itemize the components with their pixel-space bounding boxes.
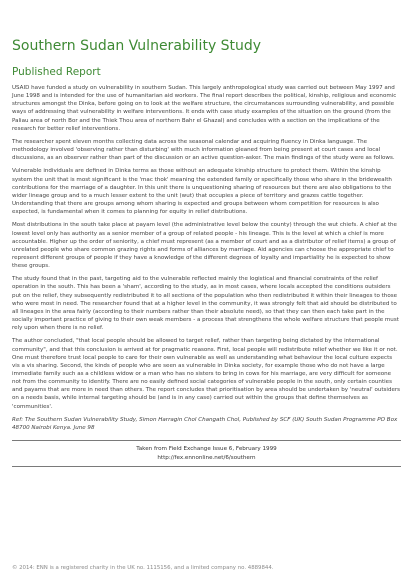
source-link[interactable]: http://fex.ennonline.net/6/southern — [157, 454, 256, 461]
paragraph-conclusion: The author concluded, "that local people should be allowed to target relief, rather than targeting being dictated by the international community", and that this conclusion is arrived at for pragmatic reasons. First, local people will redistribute relief whether we like it or not. One must therefore trust local people to care for their own vulnerable as well as understanding what behaviour the local culture expects vis a vis sharing. Second, the kinds of people who are seen as vulnerable in Dinka society, for example those who do not have a large immediate family such as a childless widow or a man who has no sisters to bring in cows for his marriage, are very difficult for someone not from the community to identify. There are no easily defined social categories of vulnerable people in the south, only certain counties and payams that are more in need than others. The report concludes that prioritisation by area should be undertaken by 'neutral' outsiders on a needs basis, while internal targeting should be (and is in any case) carried out within the groups that define themselves as 'communities'. — [12, 338, 401, 410]
paragraph-intro: USAID have funded a study on vulnerability in southern Sudan. This largely anthropological study was carried out between May 1997 and June 1998 and is intended for the use of humanitarian aid workers. The final report describes the political, kinship, religious and economic structures amongst the Dinka, before going on to look at the welfare structure, the circumstances surrounding vulnerability, and possible ways of addressing that vulnerability in welfare interventions. It ends with case study examples of the situation on the ground (from the Paliau area of north Bor and the Thiek Thou area of northern Bahr el Ghazal) and concludes with a section on the implications of the research for better relief interventions. — [12, 85, 397, 132]
divider-bottom — [12, 466, 401, 467]
copyright-footer: © 2014: ENN is a registered charity in the UK no. 1115156, and a limited company no. 4889844. — [12, 565, 274, 571]
article — [12, 38, 401, 467]
paragraph-kinship: Vulnerable individuals are defined in Dinka terms as those without an adequate kinship structure to protect them. Within the kinship system the unit that is most significant is the 'mac thok' meaning the extended family or specifically those who share in the bridewealth contributions for the marriage of a daughter. In this unit there is unquestioning sharing of resources but there are also obligations to the wider lineage group and to a much lesser extent to the unit (wut) that occupies a piece of territory and grazes cattle together. Understanding that there are groups among whom sharing is expected and groups between whom competition for resources is also expected, is fundamental when it comes to planning for equity in relief distributions. — [12, 168, 392, 216]
source-box — [12, 441, 401, 466]
page-title: Southern Sudan Vulnerability Study — [12, 38, 262, 54]
paragraph-distributions: Most distributions in the south take place at payam level (the administrative level below the county) through the wut chiefs. A chief at the lowest level only has authority as a senior member of a group of related people - his lineage. This is the level at which a chief is more accountable. Higher up the order of seniority, a chief must represent (as a member of court and as a distributor of relief items) a group of unrelated people who share common grazing rights and forms of alliances by marriage. Aid agencies can choose the appropriate chief to represent different groups of people if they have a knowledge of the different degrees of loyalty and impartiality he is expected to show these groups. — [12, 222, 397, 270]
source-issue: Taken from Field Exchange Issue 6, February 1999 — [136, 446, 277, 453]
paragraph-targeting: The study found that in the past, targeting aid to the vulnerable reflected mainly the logistical and financial constraints of the relief operation in the south. This has been a 'sham', according to the study, as in most cases, where locals accepted the conditions outsiders put on the relief, they subsequently redistributed it to all sections of the population who then redistributed it within their lineages to those who were most in need. The researcher found that at a higher level in the community, it was strongly felt that aid should be distributed to all lineages in the area fairly (according to their numbers rather than their absolute need), so that they can then each take part in the socially important practice of giving to their own weak members - a process that strengthens the whole welfare structure that people must rely upon when there is no relief. — [12, 276, 399, 332]
reference: Ref: The Southern Sudan Vulnerability Study, Simon Harragin Chol Changath Chol, Published by SCF (UK) South Sudan Programme PO Box 48700 Nairobi Kenya. June 98 — [12, 416, 398, 431]
section-heading: Published Report — [12, 66, 101, 78]
paragraph-methodology: The researcher spent eleven months collecting data across the seasonal calendar and acquiring fluency in Dinka language. The methodology involved 'observing rather than disturbing' with much information gleaned from being present at court cases and local discussions, as an observer rather than part of the discussion or an active question-asker. The main findings of the study were as follows. — [12, 138, 395, 162]
